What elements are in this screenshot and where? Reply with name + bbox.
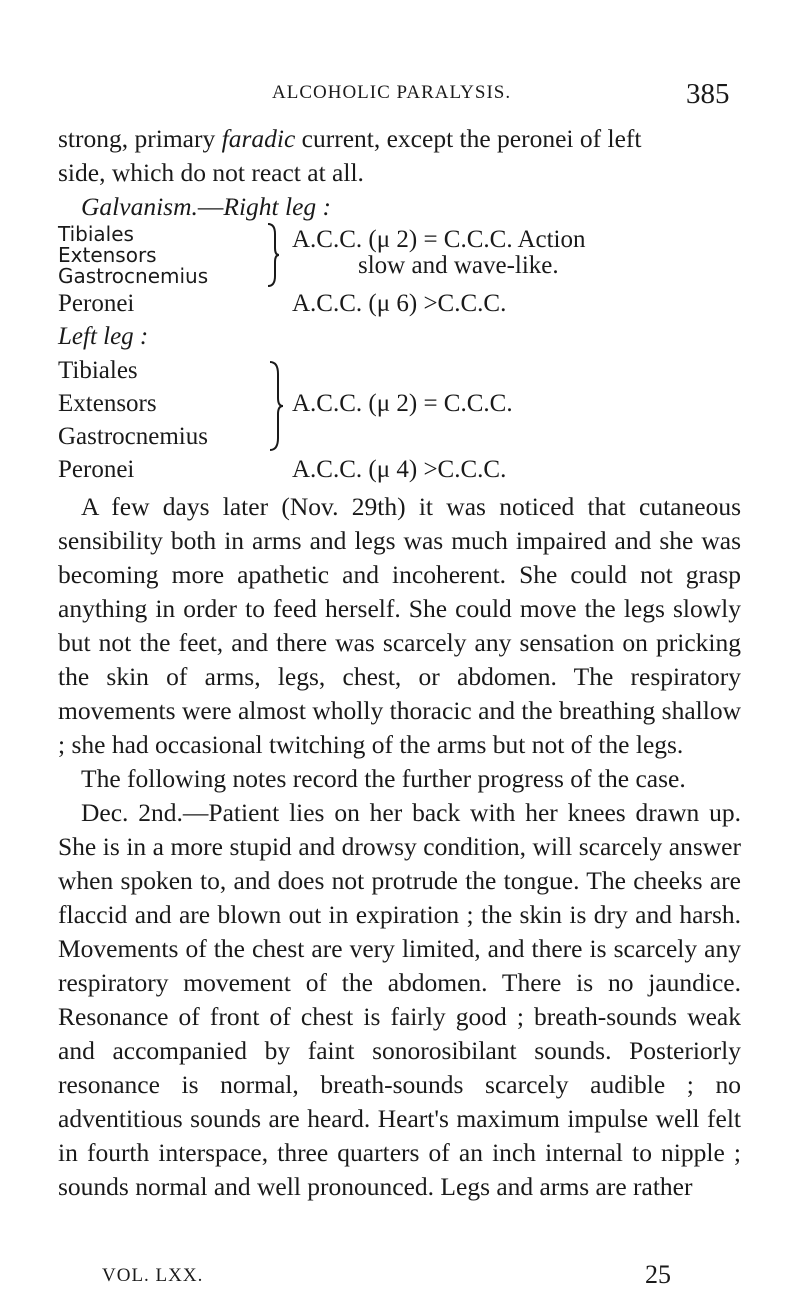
- muscle-label: Extensors: [58, 243, 157, 267]
- intro-text: [58, 122, 741, 224]
- main-text: [58, 490, 741, 1204]
- paragraph-following-notes: The following notes record the further progress of the case.: [81, 764, 686, 793]
- galvanism-heading: Galvanism.—Right leg :: [81, 192, 332, 221]
- right-peronei-result: A.C.C. (μ 6) >C.C.C.: [292, 290, 507, 317]
- paragraph-dec-2: Dec. 2nd.—Patient lies on her back with her knees drawn up. She is in a more stupid and drowsy condition, will scarcely answer when spoken to, and does not protrude the tongue. The cheeks are flaccid and are blown out in expiration ; the skin is dry and harsh. Movements of the chest are very limited, and there is scarcely any respiratory movement of the abdomen. There is no jaundice. Resonance of front of chest is fairly good ; breath-sounds weak and accompanied by faint sonorosibilant sounds. Posteriorly resonance is normal, breath-sounds scarcely audible ; no adventitious sounds are heard. Heart's maximum impulse well felt in fourth interspace, three quarters of an inch internal to nipple ; sounds normal and well pronounced. Legs and arms are rather: [58, 798, 741, 1201]
- peronei-label: Peronei: [58, 290, 135, 317]
- running-head: [0, 78, 800, 108]
- muscle-label: Gastrocnemius: [58, 423, 208, 450]
- muscle-label: Tibiales: [58, 357, 138, 384]
- signature-mark: 25: [645, 1260, 671, 1289]
- running-title: ALCOHOLIC PARALYSIS.: [272, 82, 512, 103]
- right-group-result-line2: slow and wave-like.: [358, 252, 559, 279]
- left-group-result: A.C.C. (μ 2) = C.C.C.: [292, 390, 513, 417]
- muscle-label: Extensors: [58, 390, 157, 417]
- intro-line-2: side, which do not react at all.: [58, 158, 364, 187]
- right-group-result: A.C.C. (μ 2) = C.C.C. Action: [292, 226, 586, 253]
- page-number: 385: [686, 78, 730, 110]
- right-brace-icon: [266, 222, 280, 288]
- left-peronei-result: A.C.C. (μ 4) >C.C.C.: [292, 456, 507, 483]
- paragraph-nov-29: A few days later (Nov. 29th) it was noticed that cutaneous sensibility both in arms and legs was much impaired and she was becoming more apathetic and incoherent. She could not grasp anything in order to feed herself. She could move the legs slowly but not the feet, and there was scarcely any sensation on pricking the skin of arms, legs, chest, or abdomen. The respiratory movements were almost wholly thoracic and the breathing shallow ; she had occasional twitching of the arms but not of the legs.: [58, 492, 741, 759]
- left-brace-icon: [268, 360, 284, 452]
- muscle-label: Tibiales: [58, 222, 134, 246]
- faradic-italic: faradic: [221, 124, 296, 153]
- left-leg-label: Left leg :: [58, 323, 149, 350]
- intro-line-1: strong, primary faradic current, except the peronei of left: [58, 124, 642, 153]
- volume-label: VOL. LXX.: [102, 1265, 204, 1286]
- muscle-label: Gastrocnemius: [58, 264, 209, 288]
- peronei-label: Peronei: [58, 456, 135, 483]
